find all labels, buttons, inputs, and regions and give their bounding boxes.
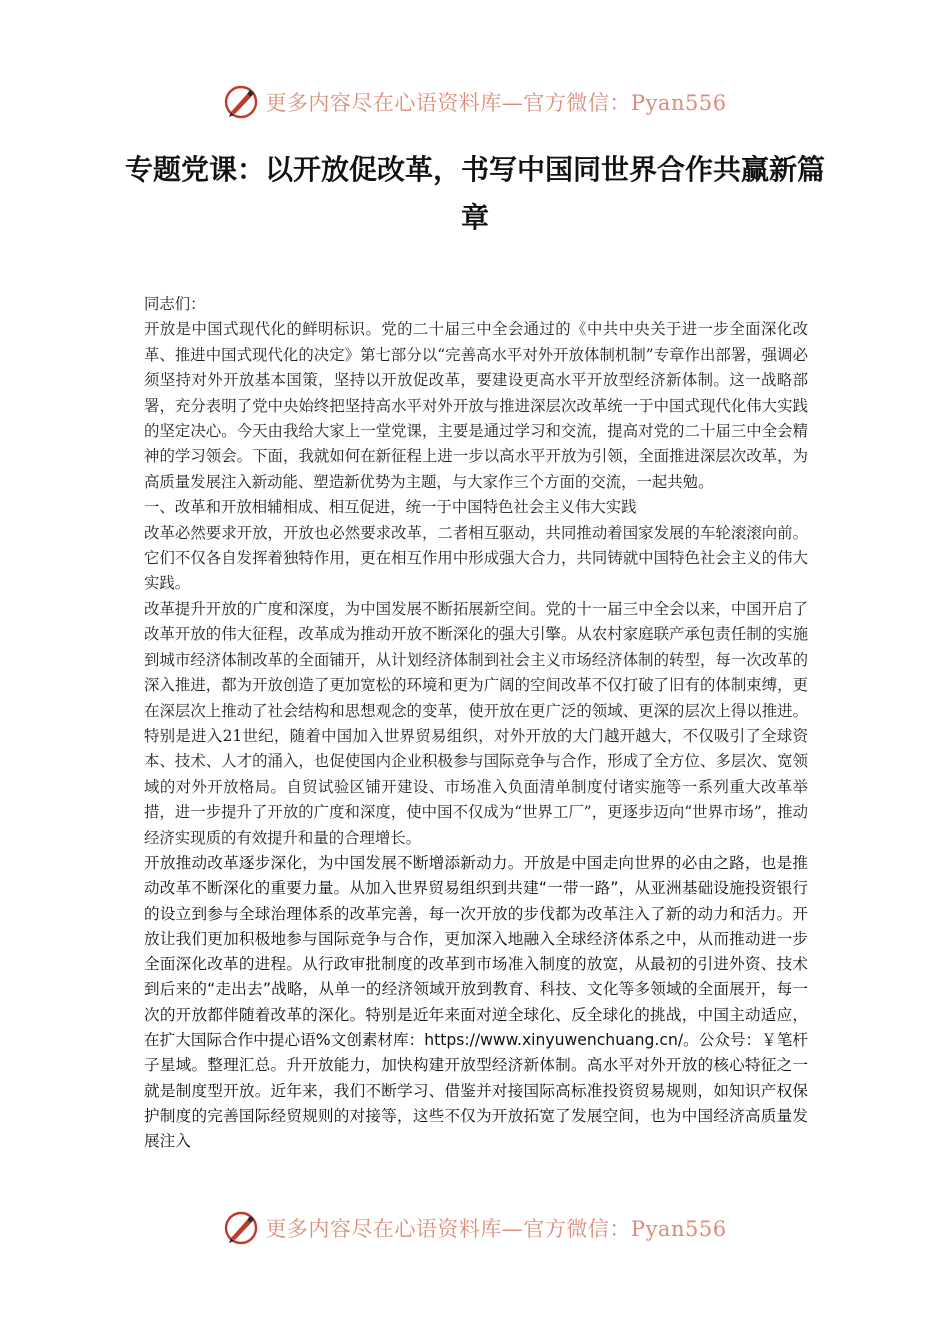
paragraph-1: 改革必然要求开放，开放也必然要求改革，二者相互驱动，共同推动着国家发展的车轮滚滚向前。它们不仅各自发挥着独特作用，更在相互作用中形成强大合力，共同铸就中国特色社会主义的伟大实践。 — [144, 523, 808, 593]
header-banner-text: 更多内容尽在心语资料库—官方微信：Pyan556 — [265, 91, 727, 115]
header-banner — [0, 80, 950, 124]
pen-logo-icon — [223, 1210, 259, 1246]
salutation: 同志们： — [144, 295, 206, 313]
footer-banner-text: 更多内容尽在心语资料库—官方微信：Pyan556 — [265, 1217, 727, 1241]
document-title: 专题党课：以开放促改革，书写中国同世界合作共赢新篇章 — [124, 153, 825, 234]
paragraph-intro: 开放是中国式现代化的鲜明标识。党的二十届三中全会通过的《中共中央关于进一步全面深化改革、推进中国式现代化的决定》第七部分以“完善高水平对外开放体制机制”专章作出部署，强调必须坚持对外开放基本国策，坚持以开放促改革，要建设更高水平开放型经济新体制。这一战略部署，充分表明了党中央始终把坚持高水平对外开放与推进深层次改革统一于中国式现代化伟大实践的坚定决心。今天由我给大家上一堂党课，主要是通过学习和交流，提高对党的二十届三中全会精神的学习领会。下面，我就如何在新征程上进一步以高水平开放为引领，全面推进深层次改革，为高质量发展注入新动能、塑造新优势为主题，与大家作三个方面的交流，一起共勉。 — [144, 320, 808, 491]
pen-logo-icon — [223, 84, 259, 120]
document-body — [144, 292, 808, 1155]
paragraph-2: 改革提升开放的广度和深度，为中国发展不断拓展新空间。党的十一届三中全会以来，中国开启了改革开放的伟大征程，改革成为推动开放不断深化的强大引擎。从农村家庭联产承包责任制的实施到城市经济体制改革的全面铺开，从计划经济体制到社会主义市场经济体制的转型，每一次改革的深入推进，都为开放创造了更加宽松的环境和更为广阔的空间改革不仅打破了旧有的体制束缚，更在深层次上推动了社会结构和思想观念的变革，使开放在更广泛的领域、更深的层次上得以推进。特别是进入21世纪，随着中国加入世界贸易组织，对外开放的大门越开越大，不仅吸引了全球资本、技术、人才的涌入，也促使国内企业积极参与国际竞争与合作，形成了全方位、多层次、宽领域的对外开放格局。自贸试验区铺开建设、市场准入负面清单制度付诸实施等一系列重大改革举措，进一步提升了开放的广度和深度，使中国不仅成为“世界工厂”，更逐步迈向“世界市场”，推动经济实现质的有效提升和量的合理增长。 — [144, 599, 808, 847]
paragraph-3: 开放推动改革逐步深化，为中国发展不断增添新动力。开放是中国走向世界的必由之路，也是推动改革不断深化的重要力量。从加入世界贸易组织到共建“一带一路”，从亚洲基础设施投资银行的设立到参与全球治理体系的改革完善，每一次开放的步伐都为改革注入了新的动力和活力。开放让我们更加积极地参与国际竞争与合作，更加深入地融入全球经济体系之中，从而推动进一步全面深化改革的进程。从行政审批制度的改革到市场准入制度的放宽，从最初的引进外资、技术到后来的“走出去”战略，从单一的经济领域开放到教育、科技、文化等多领域的全面展开，每一次的开放都伴随着改革的深化。特别是近年来面对逆全球化、反全球化的挑战，中国主动适应，在扩大国际合作中提心语%文创素材库：https://www.xinyuwenchuang.cn/。公众号：￥笔杆子星域。整理汇总。升开放能力，加快构建开放型经济新体制。高水平对外开放的核心特征之一就是制度型开放。近年来，我们不断学习、借鉴并对接国际高标准投资贸易规则，如知识产权保护制度的完善国际经贸规则的对接等，这些不仅为开放拓宽了发展空间，也为中国经济高质量发展注入 — [144, 853, 808, 1151]
footer-banner — [0, 1206, 950, 1250]
section-heading-1: 一、改革和开放相辅相成、相互促进，统一于中国特色社会主义伟大实践 — [144, 498, 637, 517]
